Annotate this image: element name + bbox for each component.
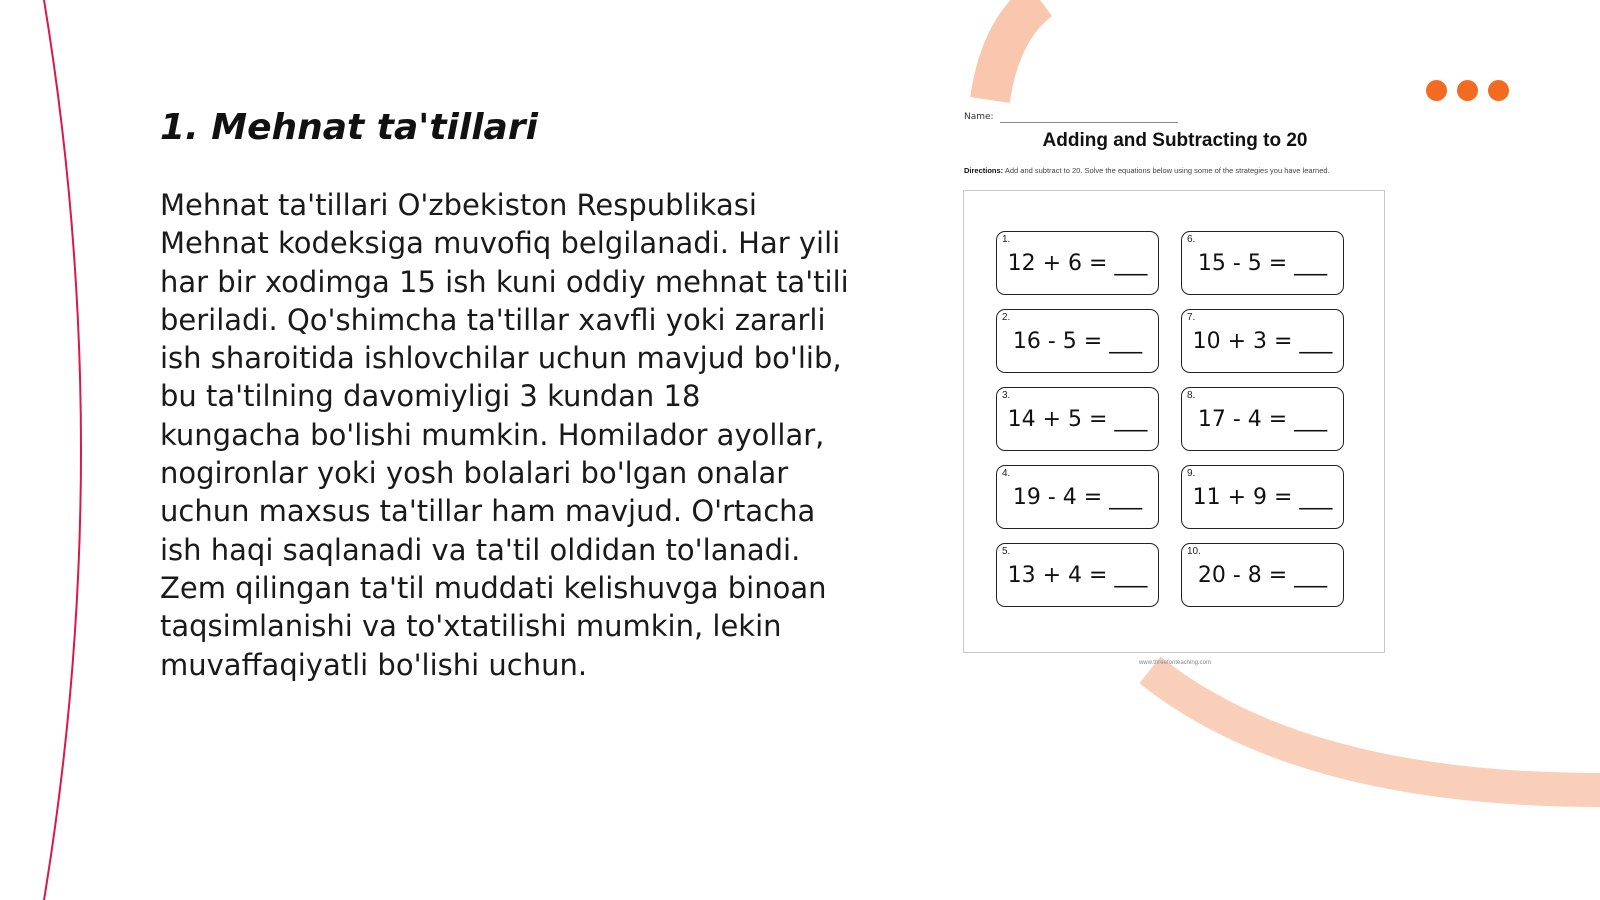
problem-box	[1181, 543, 1344, 607]
directions-label: Directions:	[964, 166, 1004, 175]
worksheet-name-label: Name:	[964, 112, 994, 122]
problem-number: 6.	[1187, 234, 1196, 245]
problem-number: 5.	[1002, 546, 1011, 557]
left-curve-line	[44, 0, 81, 900]
worksheet-name-line	[1000, 122, 1178, 123]
problem-number: 7.	[1187, 312, 1196, 323]
problem-equation: 12 + 6 = ___	[1007, 251, 1148, 276]
problem-box	[996, 309, 1159, 373]
worksheet-footer: www.threefonteaching.com	[1138, 660, 1212, 666]
problem-equation: 10 + 3 = ___	[1192, 329, 1333, 354]
worksheet-image	[960, 108, 1390, 678]
orange-dot-icon	[1457, 80, 1478, 101]
problem-box	[996, 231, 1159, 295]
problem-equation: 16 - 5 = ___	[1012, 329, 1143, 354]
problem-number: 1.	[1002, 234, 1011, 245]
worksheet-title: Adding and Subtracting to 20	[1042, 130, 1308, 151]
orange-dot-icon	[1426, 80, 1447, 101]
problem-equation: 15 - 5 = ___	[1197, 251, 1328, 276]
problem-number: 9.	[1187, 468, 1196, 479]
top-orange-arc	[990, 0, 1040, 100]
problem-equation: 14 + 5 = ___	[1007, 407, 1148, 432]
orange-dot-icon	[1488, 80, 1509, 101]
problem-equation: 20 - 8 = ___	[1197, 563, 1328, 588]
problem-box	[996, 465, 1159, 529]
problem-number: 2.	[1002, 312, 1011, 323]
directions-text: Add and subtract to 20. Solve the equations below using some of the strategies you have learned.	[1004, 166, 1330, 175]
problem-box	[1181, 465, 1344, 529]
problem-box	[1181, 387, 1344, 451]
slide-title: 1. Mehnat ta'tillari	[160, 107, 538, 148]
problem-box	[996, 543, 1159, 607]
menu-dots	[1426, 80, 1509, 101]
slide-body-text: Mehnat ta'tillari O'zbekiston Respublikasi Mehnat kodeksiga muvofiq belgilanadi. Har yili har bir xodimga 15 ish kuni oddiy mehnat ta'tili beriladi. Qo'shimcha ta'tillar xavfli yoki zararli ish sharoitida ishlovchilar uchun mavjud bo'lib, bu ta'tilning davomiyligi 3 kundan 18 kungacha bo'lishi mumkin. Homilador ayollar, nogironlar yoki yosh bolalari bo'lgan onalar uchun maxsus ta'tillar ham mavjud. O'rtacha ish haqi saqlanadi va ta'til oldidan to'lanadi. Zem qilingan ta'til muddati kelishuvga binoan taqsimlanishi va to'xtatilishi mumkin, lekin muvaffaqiyatli bo'lishi uchun.	[160, 188, 849, 682]
problem-box	[1181, 231, 1344, 295]
problem-equation: 17 - 4 = ___	[1197, 407, 1328, 432]
problem-equation: 13 + 4 = ___	[1007, 563, 1148, 588]
problem-number: 10.	[1187, 546, 1201, 557]
problem-number: 4.	[1002, 468, 1011, 479]
problems-frame	[963, 190, 1385, 653]
worksheet-directions	[964, 166, 1364, 176]
problem-number: 3.	[1002, 390, 1011, 401]
problem-box	[1181, 309, 1344, 373]
problem-box	[996, 387, 1159, 451]
problem-number: 8.	[1187, 390, 1196, 401]
problem-equation: 19 - 4 = ___	[1012, 485, 1143, 510]
problem-equation: 11 + 9 = ___	[1192, 485, 1333, 510]
bottom-orange-arc	[1150, 670, 1600, 790]
